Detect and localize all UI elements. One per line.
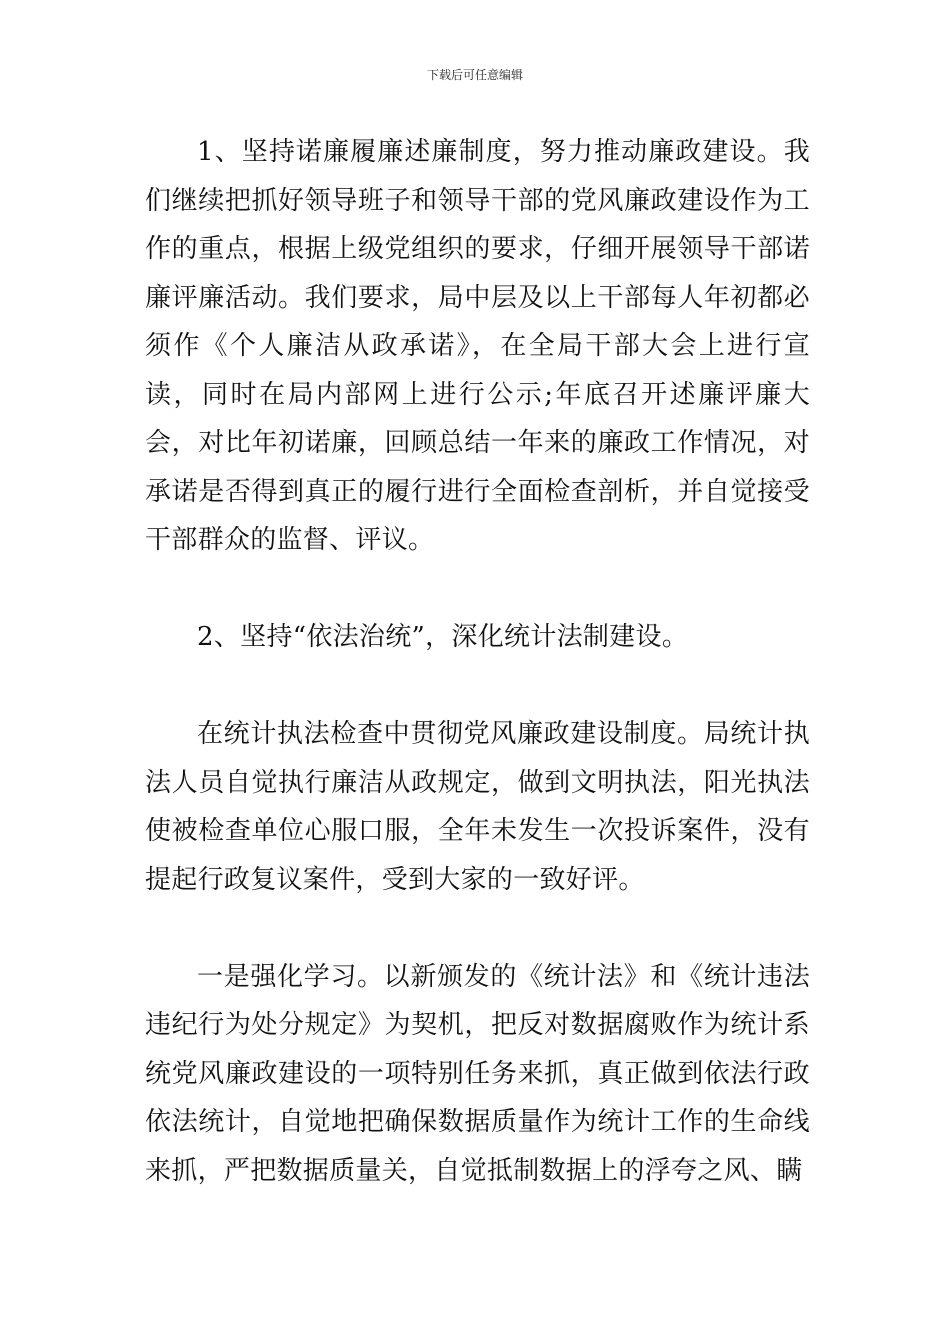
paragraph-1: 1、坚持诺廉履廉述廉制度，努力推动廉政建设。我们继续把抓好领导班子和领导干部的党风廉政建设作为工作的重点，根据上级党组织的要求，仔细开展领导干部诺廉评廉活动。我们要求，局中层及以上干部每人年初都必须作《个人廉洁从政承诺》，在全局干部大会上进行宣读，同时在局内部网上进行公示;年底召开述廉评廉大会，对比年初诺廉，回顾总结一年来的廉政工作情况，对承诺是否得到真正的履行进行全面检查剖析，并自觉接受干部群众的监督、评议。 <box>145 137 810 555</box>
document-body <box>145 128 810 1195</box>
paragraph-3: 在统计执法检查中贯彻党风廉政建设制度。局统计执法人员自觉执行廉洁从政规定，做到文明执法，阳光执法使被检查单位心服口服，全年未发生一次投诉案件，没有提起行政复议案件，受到大家的一致好评。 <box>145 719 810 895</box>
header-note: 下载后可任意编辑 <box>426 68 523 82</box>
paragraph-gap <box>145 904 810 953</box>
paragraph-gap <box>145 565 810 614</box>
paragraph-gap <box>145 662 810 711</box>
paragraph-2: 2、坚持“依法治统”，深化统计法制建设。 <box>197 622 689 652</box>
paragraph-4: 一是强化学习。以新颁发的《统计法》和《统计违法违纪行为处分规定》为契机，把反对数据腐败作为统计系统党风廉政建设的一项特别任务来抓，真正做到依法行政依法统计，自觉地把确保数据质量作为统计工作的生命线来抓，严把数据质量关，自觉抵制数据上的浮夸之风、瞒 <box>145 961 810 1186</box>
